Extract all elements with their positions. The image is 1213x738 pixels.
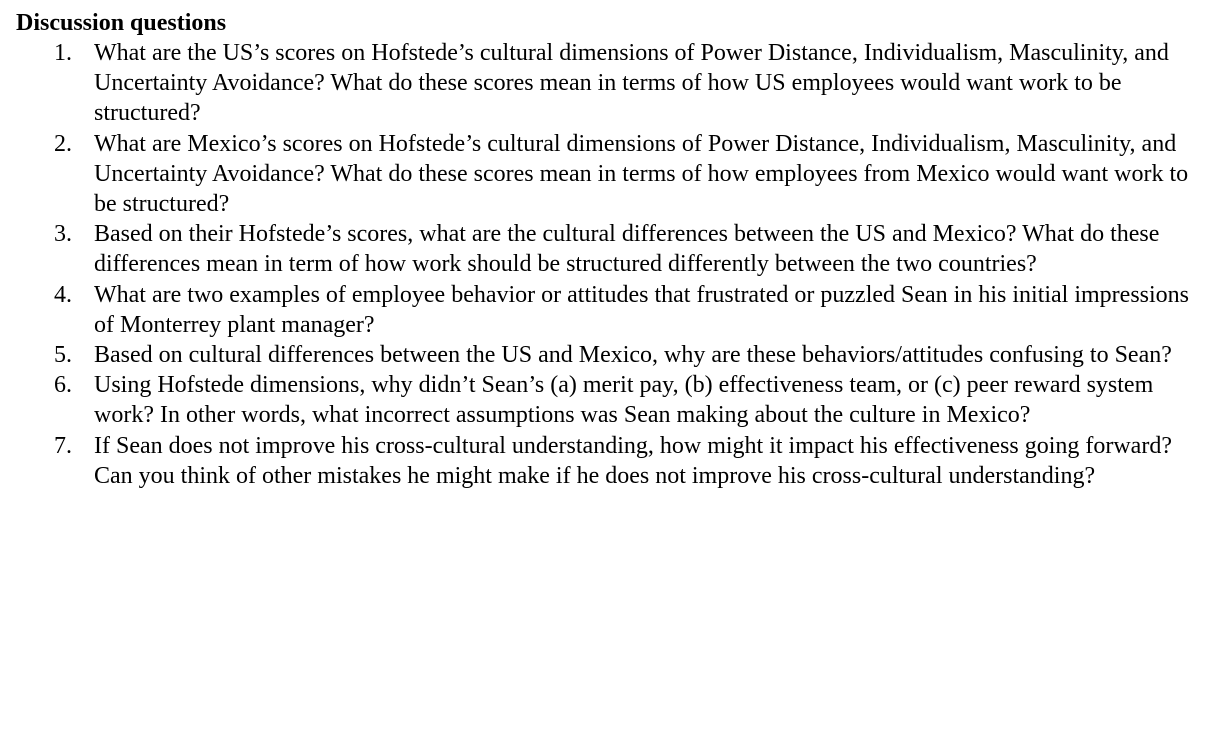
question-item-5	[16, 340, 1201, 370]
question-list	[16, 38, 1201, 491]
question-number: 7.	[54, 432, 72, 459]
question-item-6	[16, 370, 1201, 430]
question-text: If Sean does not improve his cross-cultural understanding, how might it impact his effectiveness going forward? Can you think of other mistakes he might make if he does not improve his cross-cultural understanding?	[94, 432, 1172, 489]
question-text: Based on their Hofstede’s scores, what are the cultural differences between the US and Mexico? What do these differences mean in term of how work should be structured differently between the two countries?	[94, 221, 1160, 278]
question-number: 1.	[54, 40, 72, 66]
question-number: 4.	[54, 281, 72, 308]
section-heading: Discussion questions	[16, 10, 227, 36]
question-item-7	[16, 431, 1201, 491]
question-item-2	[16, 129, 1201, 220]
question-number: 6.	[54, 372, 72, 399]
question-text: Using Hofstede dimensions, why didn’t Sean’s (a) merit pay, (b) effectiveness team, or (c) peer reward system work? In other words, what incorrect assumptions was Sean making about the culture in Mexico?	[94, 372, 1154, 429]
question-item-1	[16, 38, 1201, 129]
question-item-3	[16, 219, 1201, 279]
question-text: What are two examples of employee behavior or attitudes that frustrated or puzzled Sean in his initial impressions of Monterrey plant manager?	[94, 281, 1190, 338]
question-text: What are Mexico’s scores on Hofstede’s cultural dimensions of Power Distance, Individualism, Masculinity, and Uncertainty Avoidance? What do these scores mean in terms of how employees from Mexico would want work to be structured?	[94, 130, 1189, 218]
question-item-4	[16, 280, 1201, 340]
question-number: 5.	[54, 342, 72, 369]
question-number: 2.	[54, 130, 72, 157]
question-number: 3.	[54, 221, 72, 248]
question-text: What are the US’s scores on Hofstede’s cultural dimensions of Power Distance, Individualism, Masculinity, and Uncertainty Avoidance? What do these scores mean in terms of how US employees would want work to be structured?	[94, 40, 1169, 127]
document-body	[16, 8, 1201, 491]
question-text: Based on cultural differences between the US and Mexico, why are these behaviors/attitudes confusing to Sean?	[94, 342, 1172, 369]
